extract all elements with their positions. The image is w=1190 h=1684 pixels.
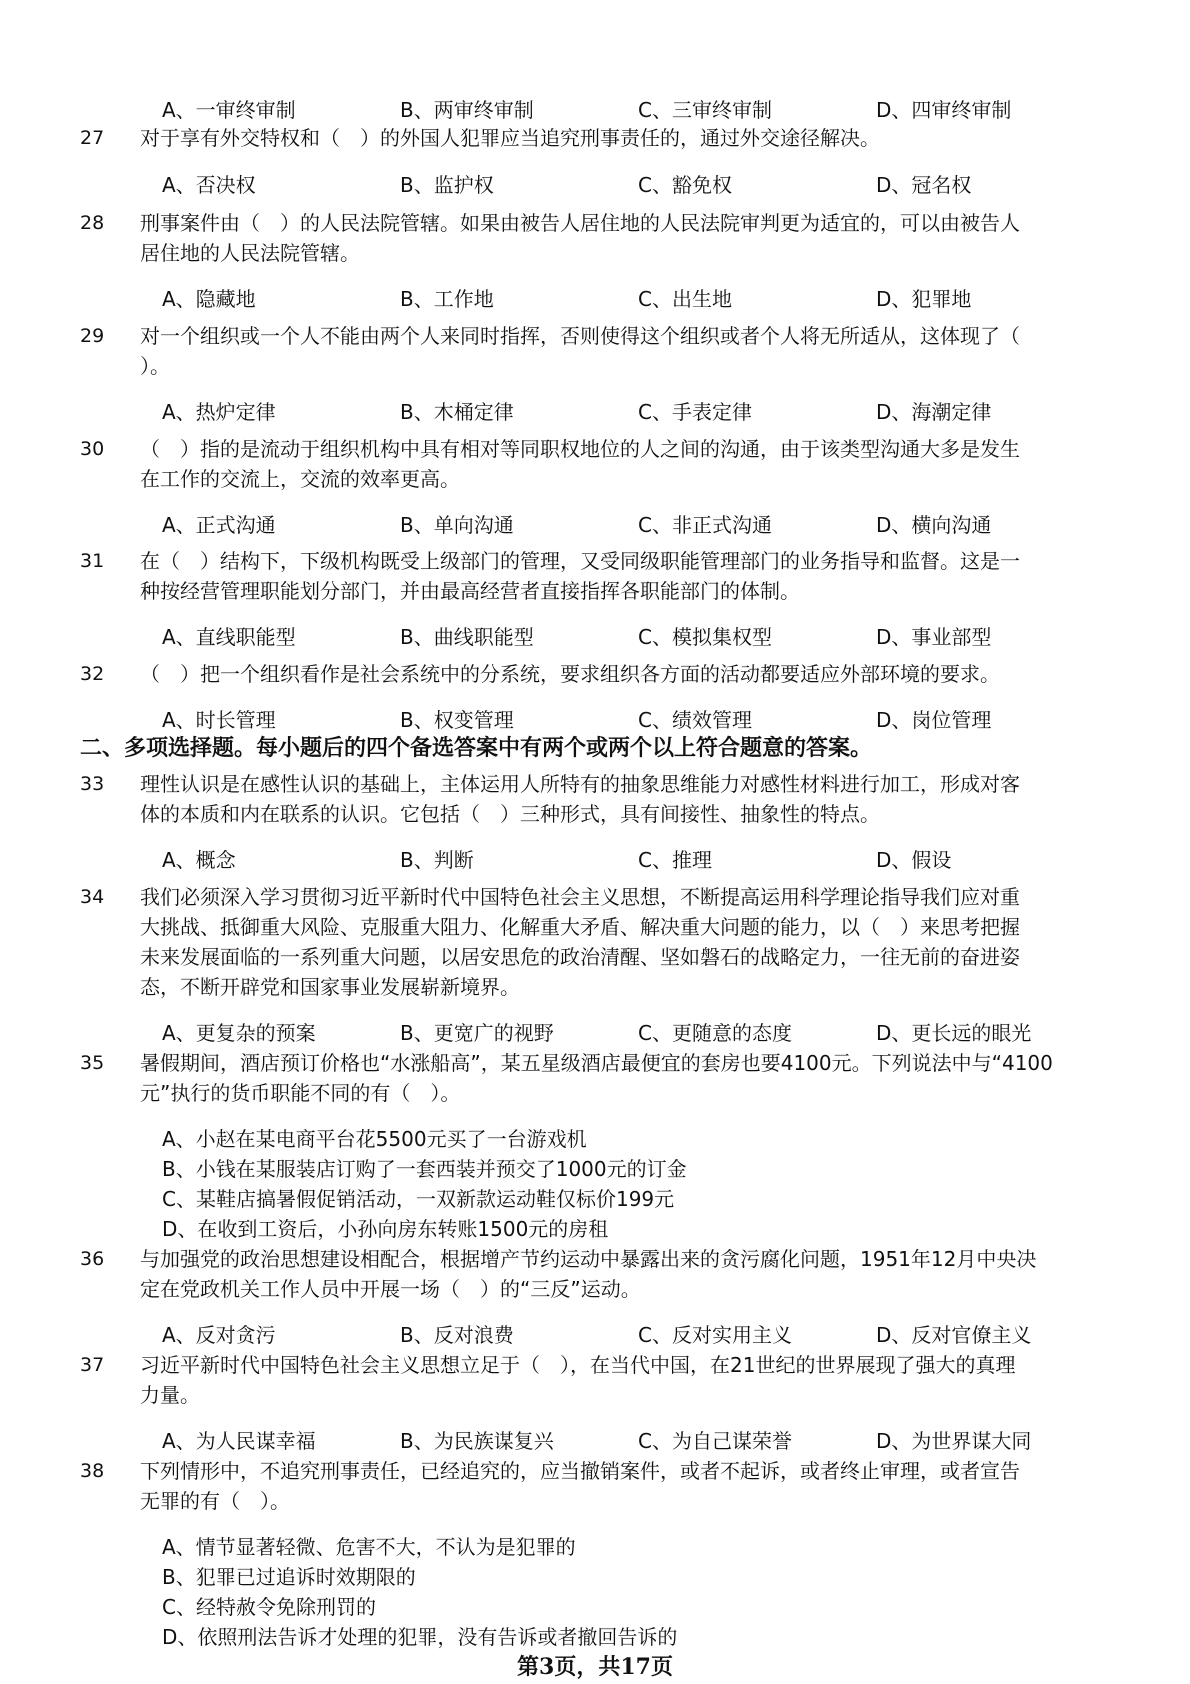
question-text: ）。 <box>140 354 170 378</box>
question-text: 大挑战、抵御重大风险、克服重大阻力、化解重大矛盾、解决重大问题的能力，以（ ）来思考把握 <box>140 915 1020 939</box>
option-d: D、岗位管理 <box>876 708 992 732</box>
option-a: A、否决权 <box>162 173 256 197</box>
option-d: D、依照刑法告诉才处理的犯罪，没有告诉或者撤回告诉的 <box>162 1625 678 1649</box>
option-d: D、更长远的眼光 <box>876 1021 1032 1045</box>
question-text: 与加强党的政治思想建设相配合，根据增产节约运动中暴露出来的贪污腐化问题，1951年12月中央决 <box>140 1247 1037 1271</box>
option-b: B、工作地 <box>400 287 494 311</box>
question-text: 刑事案件由（ ）的人民法院管辖。如果由被告人居住地的人民法院审判更为适宜的，可以由被告人 <box>140 211 1020 235</box>
option-a: A、正式沟通 <box>162 513 276 537</box>
question-text: 体的本质和内在联系的认识。它包括（ ）三种形式，具有间接性、抽象性的特点。 <box>140 802 880 826</box>
option-a: A、小赵在某电商平台花5500元买了一台游戏机 <box>162 1127 587 1151</box>
question-text: 在工作的交流上，交流的效率更高。 <box>140 467 460 491</box>
option-b: B、犯罪已过追诉时效期限的 <box>162 1565 416 1589</box>
option-b: B、为民族谋复兴 <box>400 1429 554 1453</box>
option-a: A、为人民谋幸福 <box>162 1429 316 1453</box>
option-c: C、豁免权 <box>638 173 732 197</box>
question-number: 33 <box>80 773 105 795</box>
option-c: C、绩效管理 <box>638 708 752 732</box>
option-b: B、小钱在某服装店订购了一套西装并预交了1000元的订金 <box>162 1157 687 1181</box>
question-text: 居住地的人民法院管辖。 <box>140 241 360 265</box>
question-number: 29 <box>80 325 105 347</box>
option-d: D、为世界谋大同 <box>876 1429 1032 1453</box>
question-number: 28 <box>80 212 105 234</box>
question-number: 34 <box>80 886 105 908</box>
question-number: 32 <box>80 663 105 685</box>
option-d: D、反对官僚主义 <box>876 1323 1032 1347</box>
option-d: D、横向沟通 <box>876 513 992 537</box>
question-text: 未来发展面临的一系列重大问题，以居安思危的政治清醒、坚如磐石的战略定力，一往无前的奋进姿 <box>140 945 1020 969</box>
option-c: C、某鞋店搞暑假促销活动，一双新款运动鞋仅标价199元 <box>162 1187 675 1211</box>
option-d: D、假设 <box>876 848 952 872</box>
option-b: B、木桶定律 <box>400 400 514 424</box>
option-a: A、时长管理 <box>162 708 276 732</box>
question-number: 38 <box>80 1460 105 1482</box>
question-text: 态，不断开辟党和国家事业发展崭新境界。 <box>140 975 520 999</box>
option-c: C、为自己谋荣誉 <box>638 1429 792 1453</box>
question-number: 35 <box>80 1052 105 1074</box>
option-a: A、反对贪污 <box>162 1323 276 1347</box>
option-a: A、概念 <box>162 848 236 872</box>
question-number: 30 <box>80 438 105 460</box>
question-text: （ ）指的是流动于组织机构中具有相对等同职权地位的人之间的沟通，由于该类型沟通大多是发生 <box>140 437 1020 461</box>
option-d: D、事业部型 <box>876 625 992 649</box>
question-text: 种按经营管理职能划分部门，并由最高经营者直接指挥各职能部门的体制。 <box>140 579 800 603</box>
question-text: 元”执行的货币职能不同的有（ ）。 <box>140 1081 461 1105</box>
option-c: C、反对实用主义 <box>638 1323 792 1347</box>
option-b: B、权变管理 <box>400 708 514 732</box>
page-footer: 第3页，共17页 <box>517 1654 673 1680</box>
option-c: C、出生地 <box>638 287 732 311</box>
question-text: 在（ ）结构下，下级机构既受上级部门的管理，又受同级职能管理部门的业务指导和监督。这是一 <box>140 549 1020 573</box>
option-c: C、手表定律 <box>638 400 752 424</box>
option-d: D、在收到工资后，小孙向房东转账1500元的房租 <box>162 1217 609 1241</box>
question-text: 定在党政机关工作人员中开展一场（ ）的“三反”运动。 <box>140 1277 641 1301</box>
section-heading: 二、多项选择题。每小题后的四个备选答案中有两个或两个以上符合题意的答案。 <box>80 736 873 761</box>
question-text: 对于享有外交特权和（ ）的外国人犯罪应当追究刑事责任的，通过外交途径解决。 <box>140 126 880 150</box>
option-c: C、三审终审制 <box>638 98 772 122</box>
option-a: A、更复杂的预案 <box>162 1021 316 1045</box>
option-b: B、两审终审制 <box>400 98 534 122</box>
option-b: B、判断 <box>400 848 474 872</box>
question-text: 理性认识是在感性认识的基础上，主体运用人所特有的抽象思维能力对感性材料进行加工，形成对客 <box>140 772 1020 796</box>
question-text: 习近平新时代中国特色社会主义思想立足于（ ），在当代中国，在21世纪的世界展现了强大的真理 <box>140 1353 1016 1377</box>
question-number: 31 <box>80 550 105 572</box>
option-a: A、一审终审制 <box>162 98 296 122</box>
question-number: 36 <box>80 1248 105 1270</box>
option-c: C、推理 <box>638 848 712 872</box>
question-text: （ ）把一个组织看作是社会系统中的分系统，要求组织各方面的活动都要适应外部环境的要求。 <box>140 662 1000 686</box>
option-b: B、监护权 <box>400 173 494 197</box>
option-c: C、非正式沟通 <box>638 513 772 537</box>
option-d: D、海潮定律 <box>876 400 992 424</box>
question-text: 暑假期间，酒店预订价格也“水涨船高”，某五星级酒店最便宜的套房也要4100元。下列说法中与“4100 <box>140 1051 1053 1075</box>
option-d: D、犯罪地 <box>876 287 972 311</box>
option-a: A、直线职能型 <box>162 625 296 649</box>
option-b: B、更宽广的视野 <box>400 1021 554 1045</box>
option-d: D、冠名权 <box>876 173 972 197</box>
option-a: A、情节显著轻微、危害不大，不认为是犯罪的 <box>162 1535 576 1559</box>
option-b: B、反对浪费 <box>400 1323 514 1347</box>
option-b: B、曲线职能型 <box>400 625 534 649</box>
question-number: 37 <box>80 1354 105 1376</box>
question-text: 力量。 <box>140 1383 200 1407</box>
option-c: C、更随意的态度 <box>638 1021 792 1045</box>
option-c: C、经特赦令免除刑罚的 <box>162 1595 376 1619</box>
question-text: 对一个组织或一个人不能由两个人来同时指挥，否则使得这个组织或者个人将无所适从，这体现了（ <box>140 324 1020 348</box>
option-a: A、热炉定律 <box>162 400 276 424</box>
question-text: 无罪的有（ ）。 <box>140 1489 290 1513</box>
option-d: D、四审终审制 <box>876 98 1012 122</box>
option-c: C、模拟集权型 <box>638 625 772 649</box>
option-a: A、隐藏地 <box>162 287 256 311</box>
question-text: 下列情形中，不追究刑事责任，已经追究的，应当撤销案件，或者不起诉，或者终止审理，或者宣告 <box>140 1459 1020 1483</box>
question-text: 我们必须深入学习贯彻习近平新时代中国特色社会主义思想，不断提高运用科学理论指导我们应对重 <box>140 885 1020 909</box>
option-b: B、单向沟通 <box>400 513 514 537</box>
question-number: 27 <box>80 127 105 149</box>
